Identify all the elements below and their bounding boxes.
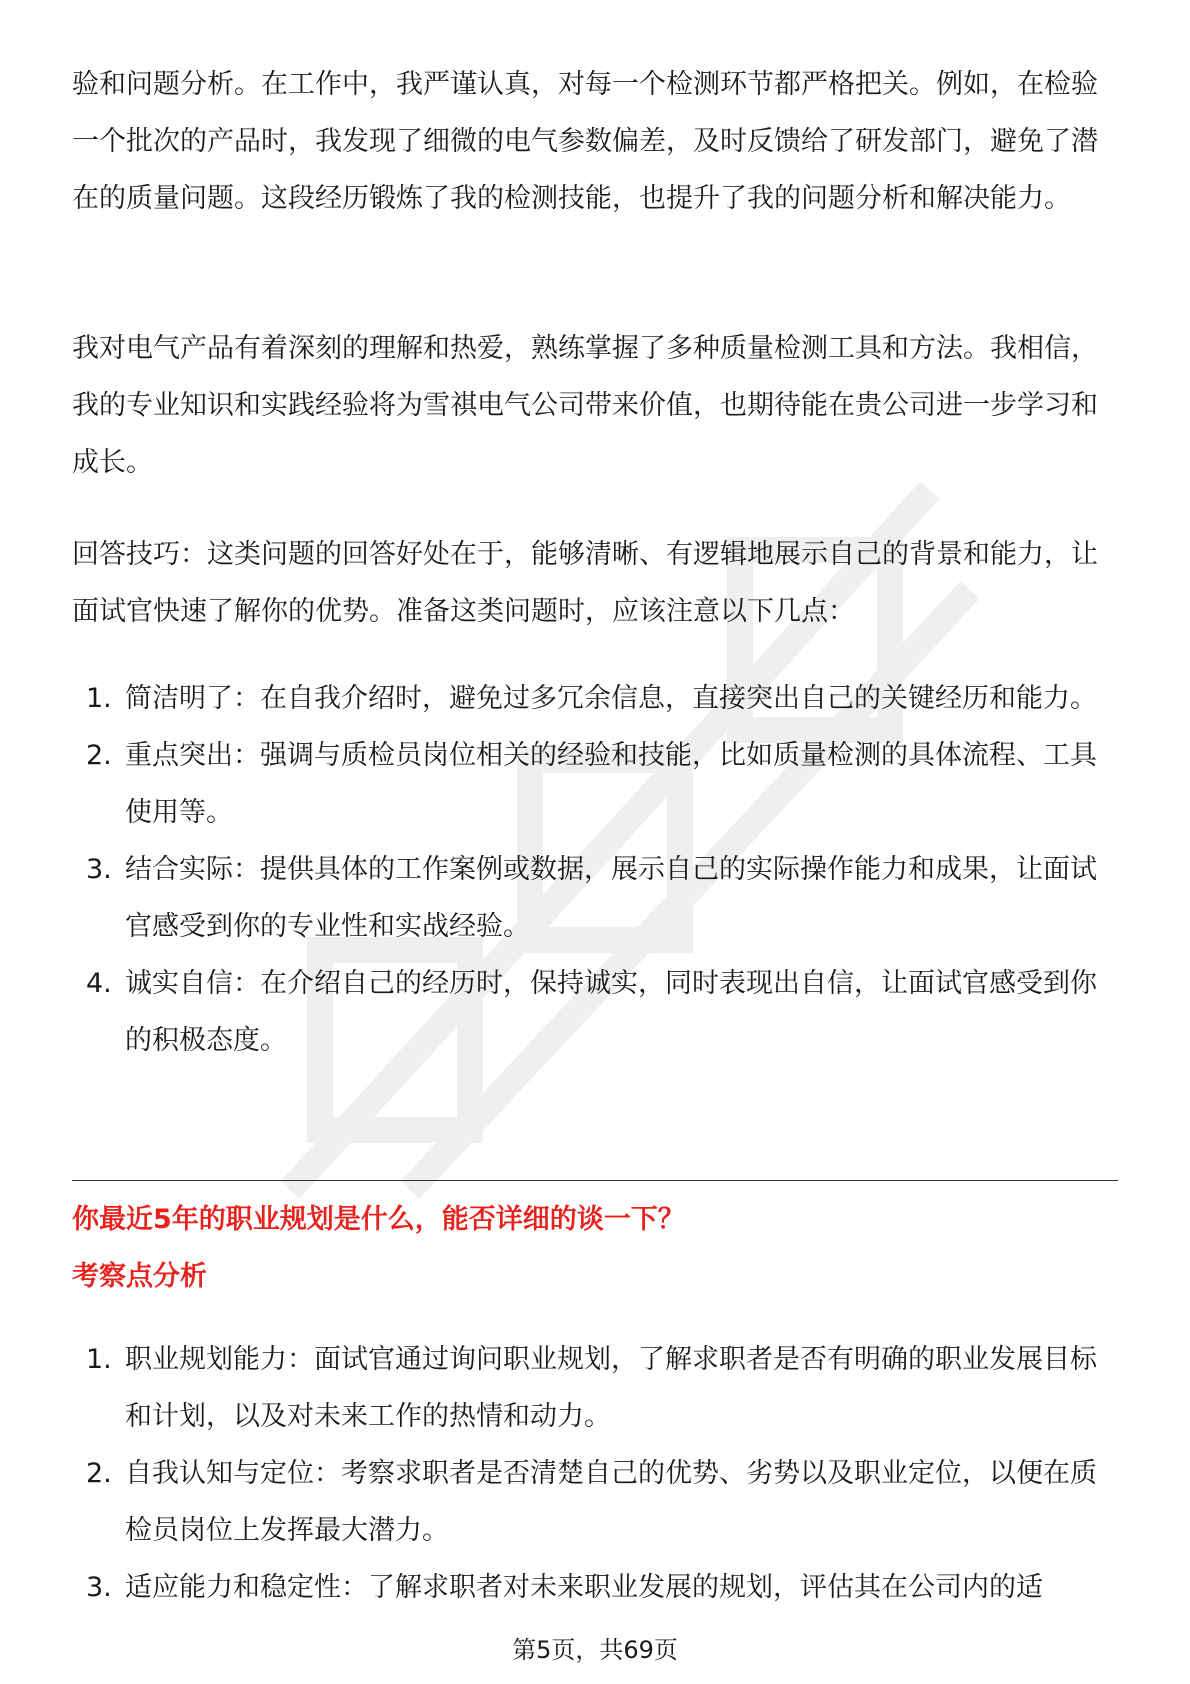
list-item <box>72 955 1118 1069</box>
list-item <box>72 1445 1118 1559</box>
list-text: 重点突出：强调与质检员岗位相关的经验和技能，比如质量检测的具体流程、工具使用等。 <box>125 740 1097 828</box>
list-item <box>72 670 1118 727</box>
question-title: 你最近5年的职业规划是什么，能否详细的谈一下？ <box>72 1204 685 1235</box>
analysis-subtitle: 考察点分析 <box>72 1261 207 1292</box>
paragraph-answer-tips: 回答技巧：这类问题的回答好处在于，能够清晰、有逻辑地展示自己的背景和能力，让面试官快速了解你的优势。准备这类问题时，应该注意以下几点： <box>72 539 1098 627</box>
list-number: 4. <box>86 968 112 999</box>
list-item <box>72 727 1118 841</box>
list-item <box>72 1331 1118 1445</box>
paragraph-experience: 验和问题分析。在工作中，我严谨认真，对每一个检测环节都严格把关。例如，在检验一个批次的产品时，我发现了细微的电气参数偏差，及时反馈给了研发部门，避免了潜在的质量问题。这段经历锻炼了我的检测技能，也提升了我的问题分析和解决能力。 <box>72 69 1098 214</box>
tips-list <box>72 670 1118 1069</box>
list-text: 适应能力和稳定性：了解求职者对未来职业发展的规划，评估其在公司内的适 <box>125 1572 1043 1603</box>
list-number: 2. <box>86 740 112 771</box>
list-number: 3. <box>86 1572 112 1603</box>
list-number: 1. <box>86 1344 112 1375</box>
list-number: 3. <box>86 854 112 885</box>
section-divider <box>72 1180 1118 1181</box>
analysis-points-list <box>72 1331 1118 1616</box>
list-number: 1. <box>86 683 112 714</box>
list-item <box>72 841 1118 955</box>
page-footer: 第5页，共69页 <box>512 1636 678 1664</box>
list-text: 职业规划能力：面试官通过询问职业规划，了解求职者是否有明确的职业发展目标和计划，以及对未来工作的热情和动力。 <box>125 1344 1097 1432</box>
list-text: 诚实自信：在介绍自己的经历时，保持诚实，同时表现出自信，让面试官感受到你的积极态度。 <box>125 968 1097 1056</box>
paragraph-motivation: 我对电气产品有着深刻的理解和热爱，熟练掌握了多种质量检测工具和方法。我相信，我的专业知识和实践经验将为雪祺电气公司带来价值，也期待能在贵公司进一步学习和成长。 <box>72 333 1098 478</box>
list-text: 自我认知与定位：考察求职者是否清楚自己的优势、劣势以及职业定位，以便在质检员岗位上发挥最大潜力。 <box>125 1458 1097 1546</box>
list-text: 结合实际：提供具体的工作案例或数据，展示自己的实际操作能力和成果，让面试官感受到你的专业性和实战经验。 <box>125 854 1097 942</box>
list-number: 2. <box>86 1458 112 1489</box>
list-text: 简洁明了：在自我介绍时，避免过多冗余信息，直接突出自己的关键经历和能力。 <box>125 683 1097 714</box>
list-item <box>72 1559 1118 1616</box>
